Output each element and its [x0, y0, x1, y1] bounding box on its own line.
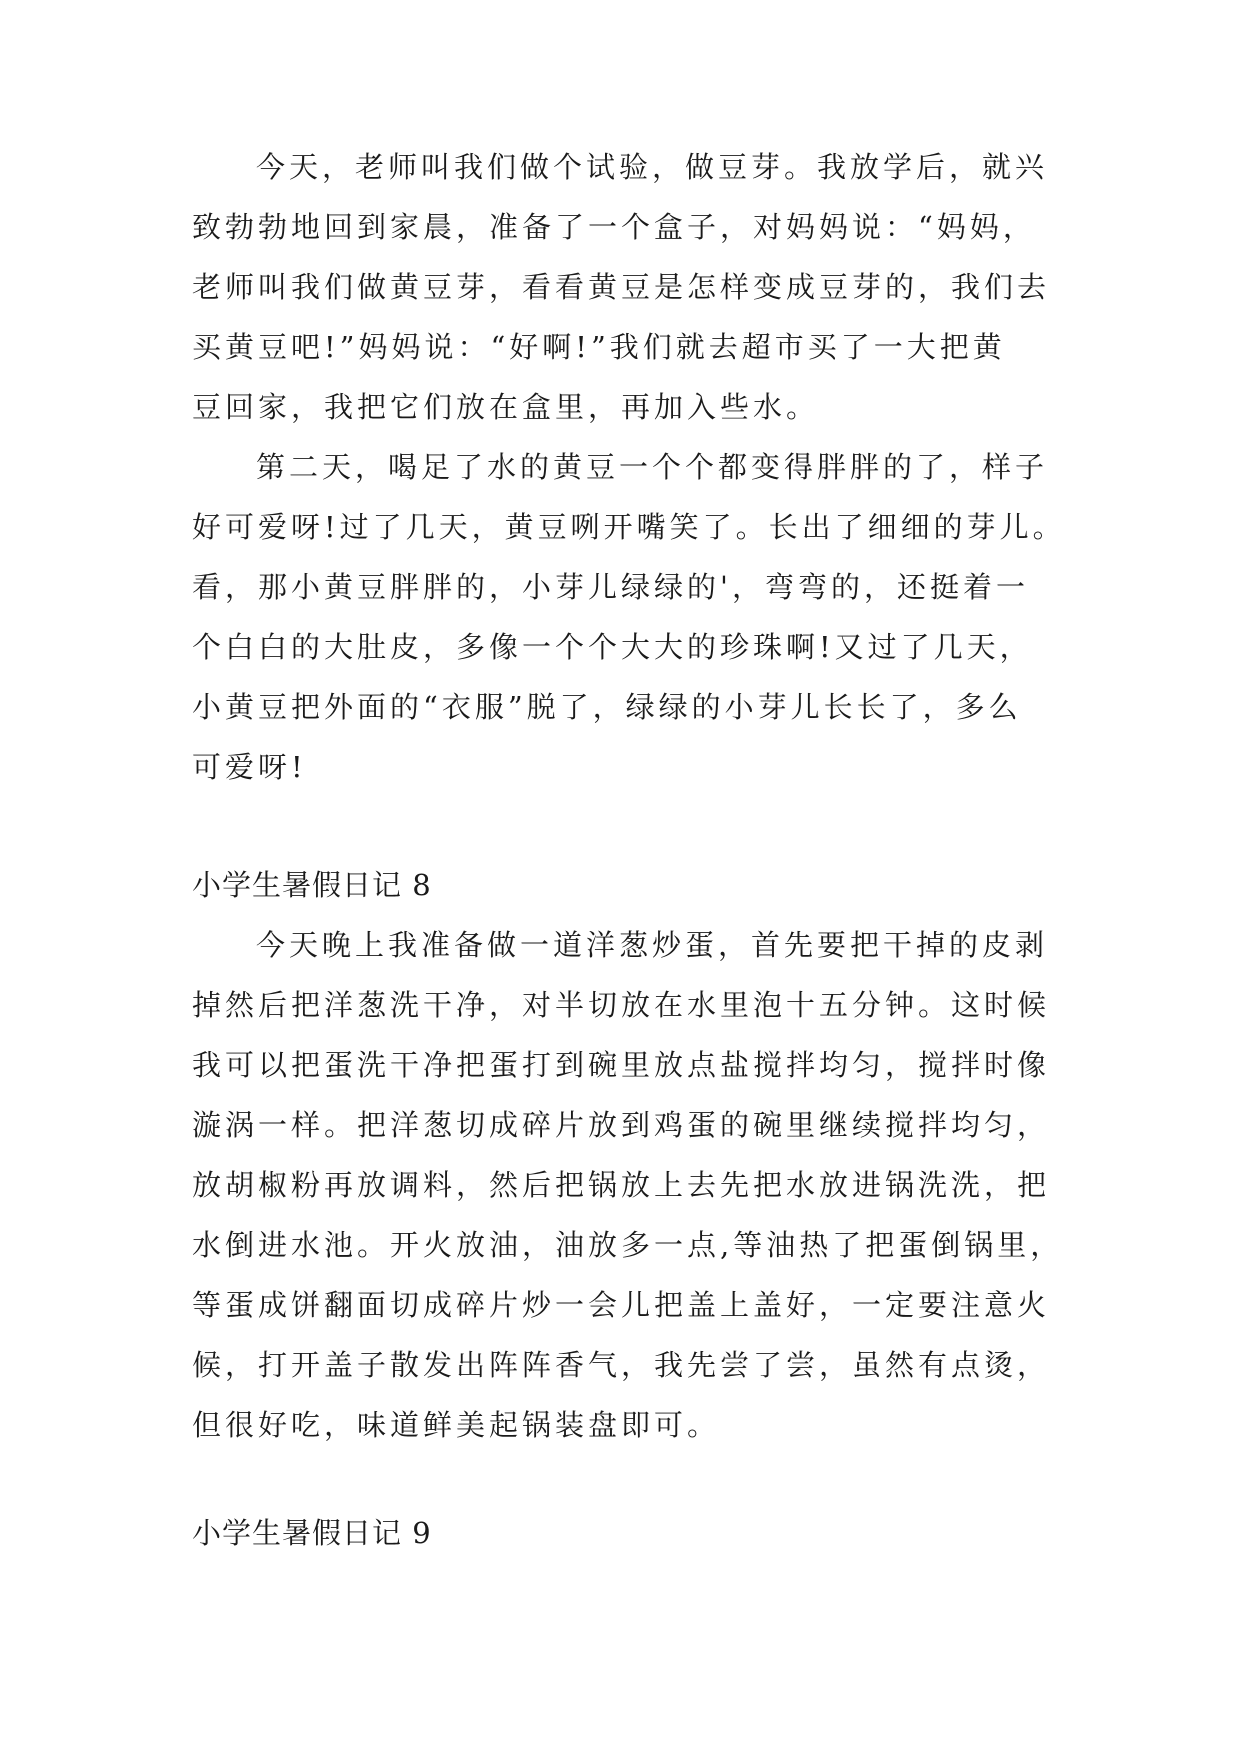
paragraph-line: 小黄豆把外面的“衣服”脱了，绿绿的小芽儿长长了，多么 [192, 690, 1022, 724]
paragraph-line: 今天，老师叫我们做个试验，做豆芽。我放学后，就兴 [256, 150, 1049, 184]
paragraph-line: 但很好吃，味道鲜美起锅装盘即可。 [192, 1408, 721, 1442]
paragraph-line: 买黄豆吧!”妈妈说：“好啊!”我们就去超市买了一大把黄 [192, 330, 1006, 364]
paragraph-line: 好可爱呀!过了几天，黄豆咧开嘴笑了。长出了细细的芽儿。 [192, 510, 1066, 544]
paragraph-line: 致勃勃地回到家晨，准备了一个盒子，对妈妈说：“妈妈， [192, 210, 1036, 244]
paragraph-line: 看，那小黄豆胖胖的，小芽儿绿绿的'，弯弯的，还挺着一 [192, 570, 1029, 604]
paragraph-line: 我可以把蛋洗干净把蛋打到碗里放点盐搅拌均匀，搅拌时像 [192, 1048, 1051, 1082]
paragraph-line: 今天晚上我准备做一道洋葱炒蛋，首先要把干掉的皮剥 [256, 928, 1049, 962]
paragraph-line: 个白白的大肚皮，多像一个个大大的珍珠啊!又过了几天， [192, 630, 1033, 664]
paragraph-line: 放胡椒粉再放调料，然后把锅放上去先把水放进锅洗洗，把 [192, 1168, 1051, 1202]
entry-8-paragraph [192, 915, 1062, 1455]
entry-7-paragraph-1 [192, 137, 1062, 437]
entry-7-paragraph-2 [192, 437, 1066, 797]
paragraph-line: 漩涡一样。把洋葱切成碎片放到鸡蛋的碗里继续搅拌均匀， [192, 1108, 1051, 1142]
entry-8-title: 小学生暑假日记 8 [192, 868, 432, 902]
paragraph-line: 等蛋成饼翻面切成碎片炒一会儿把盖上盖好，一定要注意火 [192, 1288, 1051, 1322]
paragraph-line: 豆回家，我把它们放在盒里，再加入些水。 [192, 390, 820, 424]
paragraph-line: 老师叫我们做黄豆芽，看看黄豆是怎样变成豆芽的，我们去 [192, 270, 1051, 304]
paragraph-line: 第二天，喝足了水的黄豆一个个都变得胖胖的了，样子 [256, 450, 1049, 484]
paragraph-line: 可爱呀! [192, 750, 307, 784]
paragraph-line: 水倒进水池。开火放油，油放多一点,等油热了把蛋倒锅里， [192, 1228, 1064, 1262]
paragraph-line: 掉然后把洋葱洗干净，对半切放在水里泡十五分钟。这时候 [192, 988, 1051, 1022]
paragraph-line: 候，打开盖子散发出阵阵香气，我先尝了尝，虽然有点烫， [192, 1348, 1051, 1382]
entry-9-title: 小学生暑假日记 9 [192, 1516, 432, 1550]
